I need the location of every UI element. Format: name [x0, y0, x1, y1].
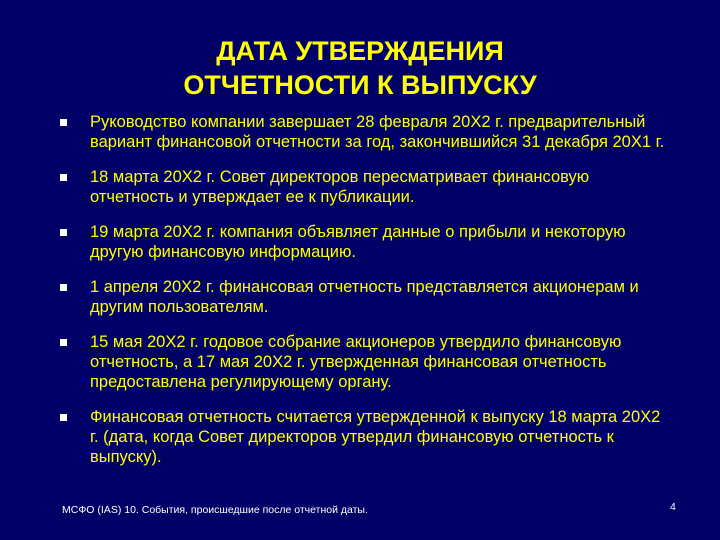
bullet-item	[0, 277, 720, 317]
bullet-item	[0, 167, 720, 207]
square-bullet-icon	[60, 119, 67, 126]
slide-title	[0, 34, 720, 102]
page-number: 4	[670, 501, 676, 513]
bullet-text: Руководство компании завершает 28 февраля 20Х2 г. предварительный вариант финансовой отчетности за год, закончившийся 31 декабря 20Х1 г.	[90, 113, 665, 151]
bullet-item	[0, 222, 720, 262]
bullet-text: 19 марта 20Х2 г. компания объявляет данные о прибыли и некоторую другую финансовую информацию.	[90, 223, 626, 261]
bullet-text: 1 апреля 20Х2 г. финансовая отчетность представляется акционерам и другим пользователям.	[90, 278, 639, 316]
footer-note: МСФО (IAS) 10. События, происшедшие после отчетной даты.	[62, 504, 368, 516]
square-bullet-icon	[60, 414, 67, 421]
bullet-item	[0, 407, 720, 467]
bullet-list	[0, 112, 720, 467]
square-bullet-icon	[60, 284, 67, 291]
slide-title-line-1: ДАТА УТВЕРЖДЕНИЯ	[216, 36, 504, 66]
bullet-item	[0, 112, 720, 152]
slide-title-line-2: ОТЧЕТНОСТИ К ВЫПУСКУ	[183, 70, 537, 100]
square-bullet-icon	[60, 174, 67, 181]
square-bullet-icon	[60, 339, 67, 346]
bullet-text: 15 мая 20Х2 г. годовое собрание акционеров утвердило финансовую отчетность, а 17 мая 20Х2 г. утвержденная финансовая отчетность предоставлена регулирующему органу.	[90, 333, 622, 391]
bullet-item	[0, 332, 720, 392]
bullet-text: 18 марта 20Х2 г. Совет директоров пересматривает финансовую отчетность и утверждает ее к публикации.	[90, 168, 590, 206]
square-bullet-icon	[60, 229, 67, 236]
bullet-text: Финансовая отчетность считается утвержденной к выпуску 18 марта 20Х2 г. (дата, когда Совет директоров утвердил финансовую отчетность к выпуску).	[90, 408, 661, 466]
